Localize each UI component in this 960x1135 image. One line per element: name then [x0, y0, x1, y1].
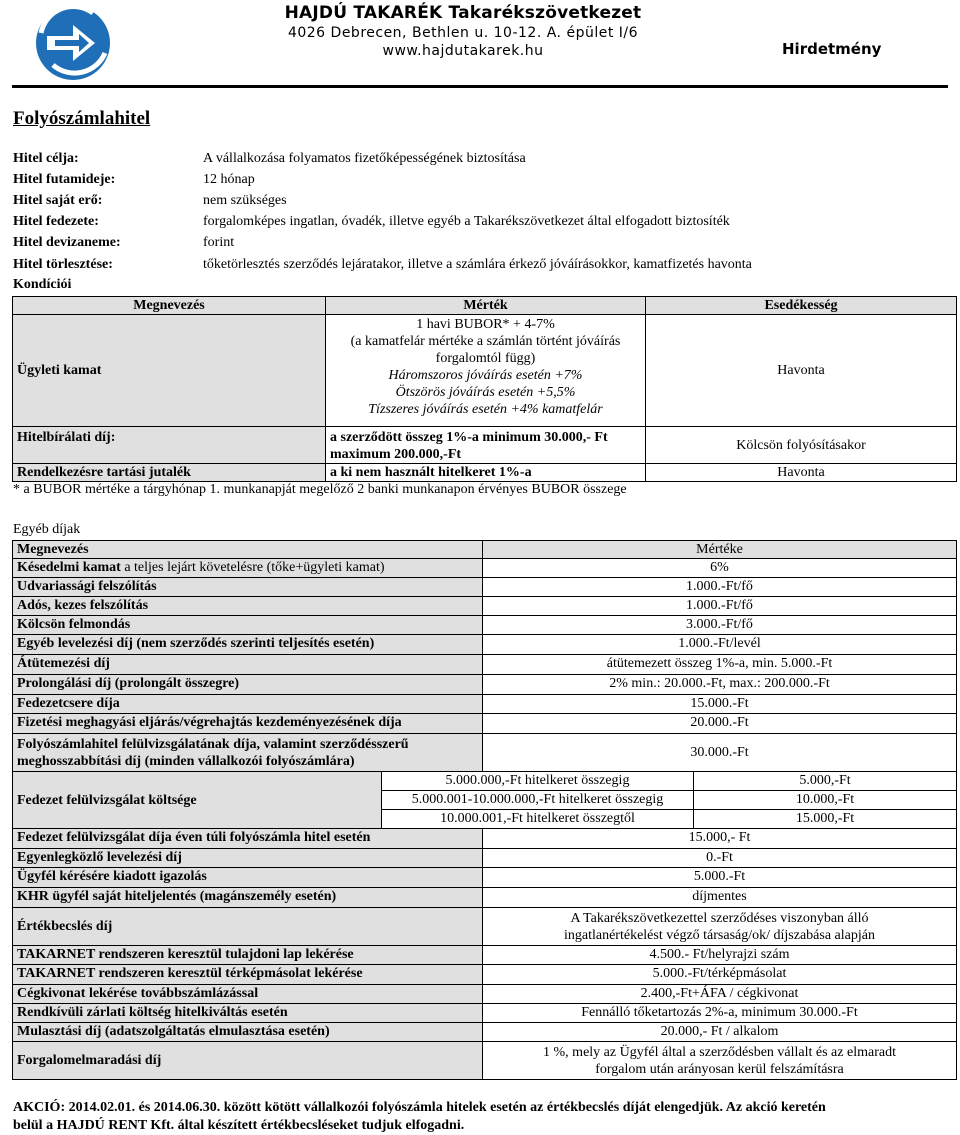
col-header-measure: Mérték: [325, 296, 646, 315]
fee-name-turnover: Forgalomelmaradási díj: [12, 1041, 483, 1080]
fee-value: 3.000.-Ft/fő: [482, 615, 957, 635]
info-key: Hitel törlesztése:: [13, 257, 113, 272]
company-name: HAJDÚ TAKARÉK Takarékszövetkezet: [284, 3, 642, 23]
info-key: Hitel saját erő:: [13, 193, 103, 208]
interest-tier: Háromszoros jóváírás esetén +7%: [388, 368, 583, 383]
interest-tier: Ötszörös jóváírás esetén +5,5%: [395, 385, 576, 400]
interest-due: Havonta: [645, 314, 957, 427]
fee-name: Átütemezési díj: [12, 654, 483, 675]
fee-name: Fedezet felülvizsgálat díja éven túli folyószámla hitel esetén: [12, 828, 483, 849]
commitment-fee-name: Rendelkezésre tartási jutalék: [12, 463, 326, 482]
tier-fee: 15.000,-Ft: [693, 809, 957, 829]
info-key: Hitel futamideje:: [13, 172, 116, 187]
info-key: Hitel fedezete:: [13, 214, 99, 229]
col-header-due: Esedékesség: [645, 296, 957, 315]
tier-fee: 10.000,-Ft: [693, 790, 957, 810]
interest-line: forgalomtól függ): [435, 351, 536, 366]
fee-value: 5.000.-Ft: [482, 867, 957, 888]
interest-measure: [325, 314, 646, 427]
fee-name: TAKARNET rendszeren keresztül térképmásolat lekérése: [12, 964, 483, 985]
late-interest-bold: Késedelmi kamat: [17, 560, 121, 575]
tier-range: 10.000.001,-Ft hitelkeret összegtől: [381, 809, 694, 829]
fee-value: 2.400,-Ft+ÁFA / cégkivonat: [482, 984, 957, 1004]
fee-value: 5.000.-Ft/térképmásolat: [482, 964, 957, 985]
info-key: Hitel devizaneme:: [13, 235, 121, 250]
fee-name: Egyenlegközlő levelezési díj: [12, 848, 483, 868]
tier-fee: 5.000,-Ft: [693, 771, 957, 791]
review-fee-name-line: meghosszabbítási díj (minden vállalkozói folyószámlára): [17, 754, 355, 769]
fee-name: Kölcsön felmondás: [12, 615, 483, 635]
fees-header-value: Mértéke: [482, 540, 957, 559]
commitment-fee-due: Havonta: [645, 463, 957, 482]
fee-name-review: [12, 733, 483, 772]
col-header-name: Megnevezés: [12, 296, 326, 315]
interest-tier: Tízszeres jóváírás esetén +4% kamatfelár: [368, 402, 603, 417]
bubor-footnote: * a BUBOR mértéke a tárgyhónap 1. munkanapját megelőző 2 banki munkanapon érvényes BUBOR összege: [13, 482, 627, 497]
fee-name: Rendkívüli zárlati költség hitelkiváltás esetén: [12, 1003, 483, 1023]
fee-value: 2% min.: 20.000.-Ft, max.: 200.000.-Ft: [482, 674, 957, 695]
fee-value-valuation: [482, 907, 957, 946]
fee-value: átütemezett összeg 1%-a, min. 5.000.-Ft: [482, 654, 957, 675]
fee-value: Fennálló tőketartozás 2%-a, minimum 30.000.-Ft: [482, 1003, 957, 1023]
review-fee-line: a szerződött összeg 1%-a minimum 30.000,- Ft: [330, 430, 608, 445]
review-fee-line: maximum 200.000,-Ft: [330, 447, 462, 462]
fee-value: 0.-Ft: [482, 848, 957, 868]
fee-value: 20.000.-Ft: [482, 713, 957, 734]
fee-name: KHR ügyfél saját hiteljelentés (magánszemély esetén): [12, 887, 483, 908]
info-value: A vállalkozása folyamatos fizetőképességének biztosítása: [203, 151, 526, 166]
company-address: 4026 Debrecen, Bethlen u. 10-12. A. épület I/6: [287, 25, 639, 41]
fee-value: 1.000.-Ft/levél: [482, 634, 957, 655]
fee-value: 20.000,- Ft / alkalom: [482, 1022, 957, 1042]
fee-name-valuation: Értékbecslés díj: [12, 907, 483, 946]
fee-value: 4.500.- Ft/helyrajzi szám: [482, 945, 957, 965]
fee-name: Prolongálási díj (prolongált összegre): [12, 674, 483, 695]
fee-name: Fedezetcsere díja: [12, 694, 483, 714]
tier-range: 5.000.000,-Ft hitelkeret összegig: [381, 771, 694, 791]
info-value: 12 hónap: [203, 172, 255, 187]
fee-name-late-interest: [12, 558, 483, 578]
promo-text: [13, 1099, 953, 1135]
info-value: nem szükséges: [203, 193, 287, 208]
fee-value: 6%: [482, 558, 957, 578]
fee-value-turnover: [482, 1041, 957, 1080]
tier-range: 5.000.001-10.000.000,-Ft hitelkeret összegig: [381, 790, 694, 810]
fee-name: Egyéb levelezési díj (nem szerződés szerinti teljesítés esetén): [12, 634, 483, 655]
notice-title: Hirdetmény: [782, 40, 882, 58]
fee-value: 15.000.-Ft: [482, 694, 957, 714]
fee-name-collateral-review: Fedezet felülvizsgálat költsége: [12, 771, 382, 829]
fee-name: TAKARNET rendszeren keresztül tulajdoni lap lekérése: [12, 945, 483, 965]
conditions-label: Kondíciói: [13, 277, 72, 292]
info-value: tőketörlesztés szerződés lejáratakor, illetve a számlára érkező jóváírásokkor, kamatfizetés havonta: [203, 257, 752, 272]
company-header: [263, 2, 663, 60]
commitment-fee-measure: a ki nem használt hitelkeret 1%-a: [325, 463, 646, 482]
review-fee-name: Hitelbírálati díj:: [12, 426, 326, 464]
page-title: Folyószámlahitel: [13, 108, 151, 129]
review-fee-measure: [325, 426, 646, 464]
fee-value: 1.000.-Ft/fő: [482, 577, 957, 597]
late-interest-rest: a teljes lejárt követelésre (tőke+ügyleti kamat): [120, 560, 385, 575]
fee-value: 15.000,- Ft: [482, 828, 957, 849]
interest-line: (a kamatfelár mértéke a számlán történt jóváírás: [350, 334, 621, 349]
valuation-line: ingatlanértékelést végző társaság/ok/ díjszabása alapján: [564, 928, 875, 943]
other-fees-label: Egyéb díjak: [13, 522, 81, 537]
header-divider: [12, 85, 948, 88]
fees-header-name: Megnevezés: [12, 540, 483, 559]
fee-name: Cégkivonat lekérése továbbszámlázással: [12, 984, 483, 1004]
promo-line: belül a HAJDÚ RENT Kft. által készített értékbecsléseket tudjuk elfogadni.: [13, 1118, 465, 1133]
review-fee-name-line: Folyószámlahitel felülvizsgálatának díja, valamint szerződésszerű: [17, 737, 409, 752]
interest-name: Ügyleti kamat: [12, 314, 326, 427]
turnover-line: 1 %, mely az Ügyfél által a szerződésben vállalt és az elmaradt: [543, 1045, 896, 1060]
turnover-line: forgalom után arányosan kerül felszámításra: [595, 1062, 844, 1077]
fee-value: díjmentes: [482, 887, 957, 908]
fee-value: 30.000.-Ft: [482, 733, 957, 772]
fee-name: Ügyfél kérésére kiadott igazolás: [12, 867, 483, 888]
company-website-link[interactable]: www.hajdutakarek.hu: [382, 43, 544, 59]
review-fee-due: Kölcsön folyósításakor: [645, 426, 957, 464]
fee-name: Fizetési meghagyási eljárás/végrehajtás kezdeményezésének díja: [12, 713, 483, 734]
arrow-circle-logo-icon: [33, 3, 113, 83]
info-value: forgalomképes ingatlan, óvadék, illetve egyéb a Takarékszövetkezet által elfogadott biztosíték: [203, 214, 730, 229]
interest-line: 1 havi BUBOR* + 4-7%: [416, 317, 555, 332]
fee-name: Udvariassági felszólítás: [12, 577, 483, 597]
info-key: Hitel célja:: [13, 151, 79, 166]
fee-name: Adós, kezes felszólítás: [12, 596, 483, 616]
info-value: forint: [203, 235, 235, 250]
promo-line: AKCIÓ: 2014.02.01. és 2014.06.30. között kötött vállalkozói folyószámla hitelek esetén az értékbecslés díját elengedjük. Az akció keretén: [13, 1100, 826, 1115]
fee-value: 1.000.-Ft/fő: [482, 596, 957, 616]
fee-name: Mulasztási díj (adatszolgáltatás elmulasztása esetén): [12, 1022, 483, 1042]
valuation-line: A Takarékszövetkezettel szerződéses viszonyban álló: [570, 911, 869, 926]
